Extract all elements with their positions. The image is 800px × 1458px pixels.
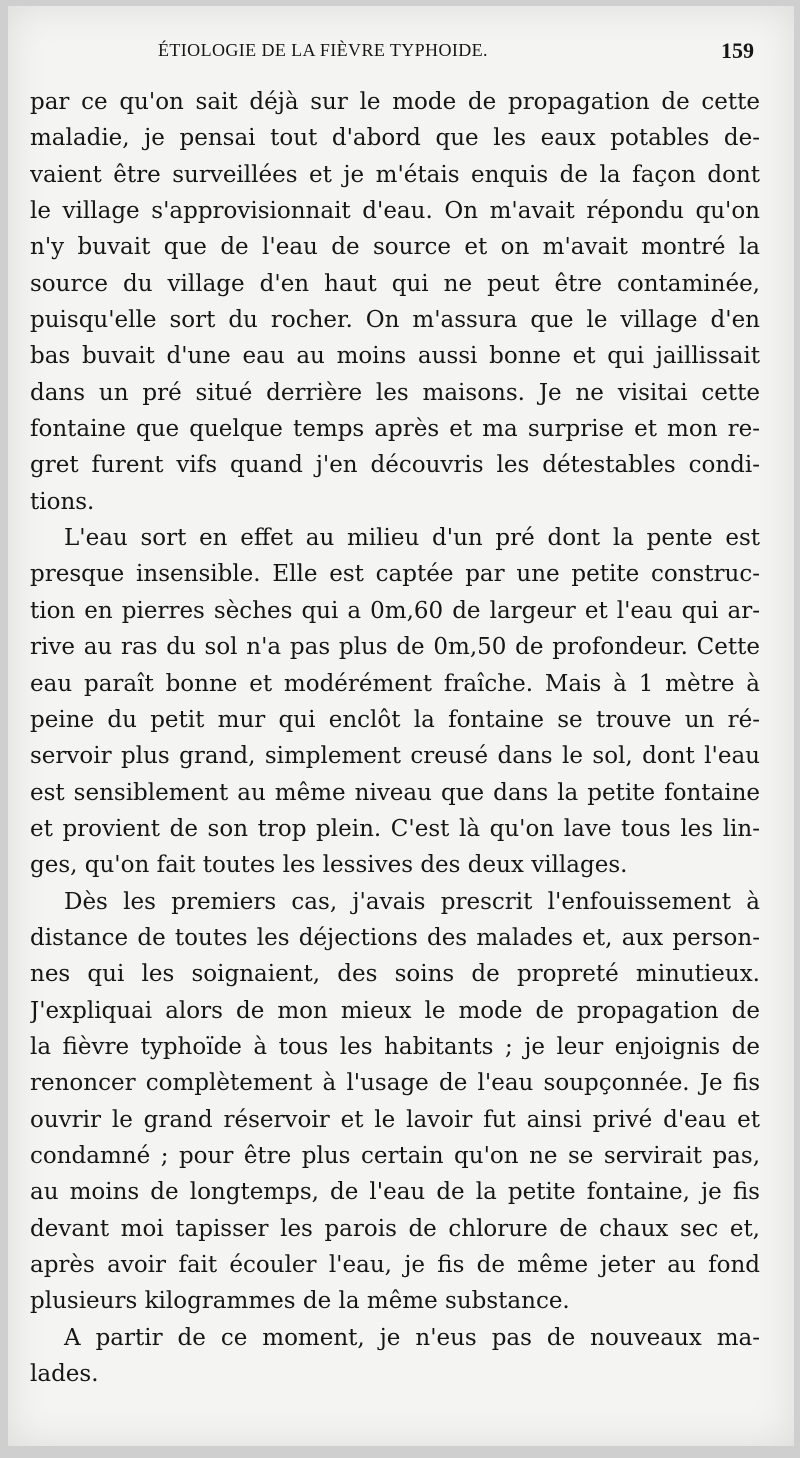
text-line: gret furent vifs quand j'en découvris les détestables condi- bbox=[30, 452, 760, 479]
text-line: tions. bbox=[30, 488, 95, 515]
text-line: après avoir fait écouler l'eau, je fis de même jeter au fond bbox=[30, 1252, 760, 1278]
text-line: plusieurs kilogrammes de la même substance. bbox=[30, 1288, 570, 1315]
text-line: vaient être surveillées et je m'étais enquis de la façon dont bbox=[30, 161, 760, 188]
text-line: par ce qu'on sait déjà sur le mode de propagation de cette bbox=[30, 89, 760, 115]
text-line: et provient de son trop plein. C'est là qu'on lave tous les lin- bbox=[30, 815, 760, 842]
paragraph bbox=[30, 520, 760, 883]
text-line: est sensiblement au même niveau que dans la petite fontaine bbox=[30, 779, 760, 806]
paragraph bbox=[30, 84, 760, 520]
text-line: fontaine que quelque temps après et ma surprise et mon re- bbox=[30, 416, 760, 443]
text-line: tion en pierres sèches qui a 0m,60 de largeur et l'eau qui ar- bbox=[30, 597, 760, 624]
paragraph bbox=[30, 1320, 760, 1393]
text-line: eau paraît bonne et modérément fraîche. Mais à 1 mètre à bbox=[30, 670, 760, 697]
text-line: presque insensible. Elle est captée par une petite construc- bbox=[30, 561, 760, 588]
text-line: bas buvait d'une eau au moins aussi bonne et qui jaillissait bbox=[30, 343, 760, 370]
text-line: au moins de longtemps, de l'eau de la petite fontaine, je fis bbox=[30, 1179, 760, 1206]
book-page bbox=[8, 6, 794, 1446]
text-line: lades. bbox=[30, 1361, 99, 1388]
text-line: ouvrir le grand réservoir et le lavoir fut ainsi privé d'eau et bbox=[30, 1106, 760, 1133]
text-line: Dès les premiers cas, j'avais prescrit l'enfouissement à bbox=[64, 888, 760, 915]
text-line: n'y buvait que de l'eau de source et on m'avait montré la bbox=[30, 234, 760, 261]
text-line: peine du petit mur qui enclôt la fontaine se trouve un ré- bbox=[30, 706, 760, 733]
text-line: ges, qu'on fait toutes les lessives des deux villages. bbox=[30, 852, 628, 879]
text-line: maladie, je pensai tout d'abord que les eaux potables de- bbox=[30, 125, 760, 152]
text-line: la fièvre typhoïde à tous les habitants ; je leur enjoignis de bbox=[30, 1033, 760, 1060]
text-line: condamné ; pour être plus certain qu'on ne se servirait pas, bbox=[30, 1142, 760, 1169]
text-line: rive au ras du sol n'a pas plus de 0m,50 de profondeur. Cette bbox=[30, 634, 760, 661]
text-line: devant moi tapisser les parois de chlorure de chaux sec et, bbox=[30, 1215, 760, 1242]
text-line: L'eau sort en effet au milieu d'un pré dont la pente est bbox=[64, 525, 760, 552]
text-line: servoir plus grand, simplement creusé dans le sol, dont l'eau bbox=[30, 743, 760, 770]
page-number: 159 bbox=[721, 38, 754, 63]
text-line: renoncer complètement à l'usage de l'eau soupçonnée. Je fis bbox=[30, 1070, 760, 1097]
text-line: A partir de ce moment, je n'eus pas de nouveaux ma- bbox=[64, 1324, 760, 1351]
text-line: J'expliquai alors de mon mieux le mode de propagation de bbox=[30, 997, 760, 1024]
text-line: le village s'approvisionnait d'eau. On m'avait répondu qu'on bbox=[30, 198, 760, 225]
text-line: nes qui les soignaient, des soins de propreté minutieux. bbox=[30, 961, 760, 988]
body-text bbox=[30, 84, 760, 1392]
page-header bbox=[158, 40, 754, 70]
paragraph bbox=[30, 884, 760, 1320]
running-head: ÉTIOLOGIE DE LA FIÈVRE TYPHOIDE. bbox=[158, 40, 488, 60]
text-line: puisqu'elle sort du rocher. On m'assura que le village d'en bbox=[30, 307, 760, 334]
text-line: distance de toutes les déjections des malades et, aux person- bbox=[30, 924, 760, 951]
text-line: source du village d'en haut qui ne peut être contaminée, bbox=[30, 270, 760, 297]
text-line: dans un pré situé derrière les maisons. Je ne visitai cette bbox=[30, 379, 760, 406]
